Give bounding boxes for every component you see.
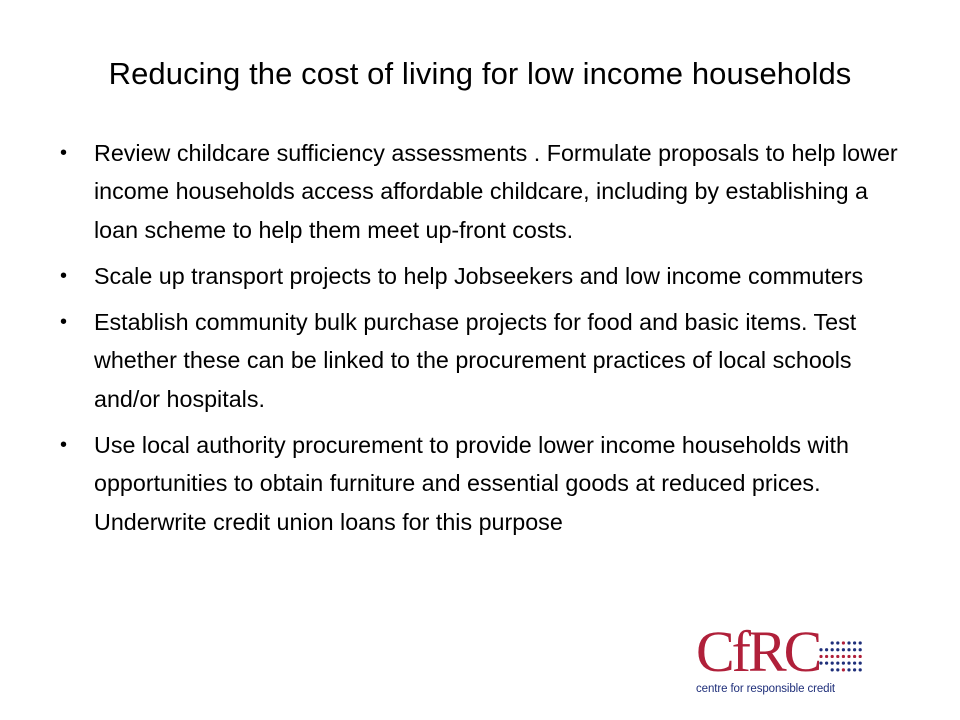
logo-dot bbox=[819, 655, 822, 658]
logo-dot bbox=[831, 655, 834, 658]
cfrc-logo bbox=[696, 619, 872, 700]
logo-dot bbox=[831, 662, 834, 665]
bullet-icon: • bbox=[60, 434, 68, 457]
logo-dot bbox=[836, 662, 839, 665]
bullet-item bbox=[60, 257, 902, 295]
logo-dot bbox=[825, 655, 828, 658]
logo-dot bbox=[842, 662, 845, 665]
logo-dot bbox=[853, 648, 856, 651]
logo-dot bbox=[819, 648, 822, 651]
logo-dot bbox=[825, 662, 828, 665]
logo-dot bbox=[836, 668, 839, 671]
logo-dot bbox=[836, 648, 839, 651]
bullet-icon: • bbox=[60, 142, 68, 164]
logo-dot bbox=[842, 648, 845, 651]
logo-dot bbox=[847, 662, 850, 665]
bullet-text: Scale up transport projects to help Jobseekers and low income commuters bbox=[94, 262, 864, 289]
logo-dot bbox=[819, 662, 822, 665]
logo-dot bbox=[853, 655, 856, 658]
slide-title: Reducing the cost of living for low income households bbox=[108, 56, 852, 91]
logo-dot bbox=[831, 641, 834, 644]
bullet-text: Use local authority procurement to provide lower income households with opportunities to obtain furniture and essential goods at reduced prices. Underwrite credit union loans for this purpose bbox=[94, 432, 849, 535]
logo-tagline: centre for responsible credit bbox=[696, 683, 836, 695]
logo-dot bbox=[853, 641, 856, 644]
bullet-text: Review childcare sufficiency assessments . Formulate proposals to help lower income households access affordable childcare, including by establishing a loan scheme to help them meet up-front costs. bbox=[94, 140, 898, 243]
logo-dot bbox=[842, 641, 845, 644]
logo-dot bbox=[847, 668, 850, 671]
bullet-item bbox=[60, 134, 902, 249]
logo-dot bbox=[825, 648, 828, 651]
logo-dot bbox=[859, 668, 862, 671]
logo-dot bbox=[853, 662, 856, 665]
logo-dot bbox=[853, 668, 856, 671]
logo-dot bbox=[836, 655, 839, 658]
logo-dot bbox=[836, 641, 839, 644]
logo-dot bbox=[842, 655, 845, 658]
bullet-icon: • bbox=[60, 264, 68, 287]
bullet-icon: • bbox=[60, 311, 68, 334]
bullet-list bbox=[60, 134, 902, 549]
logo-dot bbox=[831, 648, 834, 651]
logo-dot bbox=[859, 662, 862, 665]
bullet-item bbox=[60, 303, 902, 418]
logo-dot bbox=[847, 641, 850, 644]
logo-dot bbox=[842, 668, 845, 671]
bullet-text: Establish community bulk purchase projects for food and basic items. Test whether these can be linked to the procurement practices of local schools and/or hospitals. bbox=[94, 309, 857, 412]
logo-dot bbox=[831, 668, 834, 671]
dot-grid-icon bbox=[818, 640, 864, 674]
logo-dot bbox=[859, 648, 862, 651]
logo-dot bbox=[859, 655, 862, 658]
logo-dot bbox=[859, 641, 862, 644]
bullet-item bbox=[60, 426, 902, 541]
logo-mark: CfRC bbox=[696, 619, 820, 684]
logo-dot bbox=[847, 648, 850, 651]
logo-dot bbox=[847, 655, 850, 658]
